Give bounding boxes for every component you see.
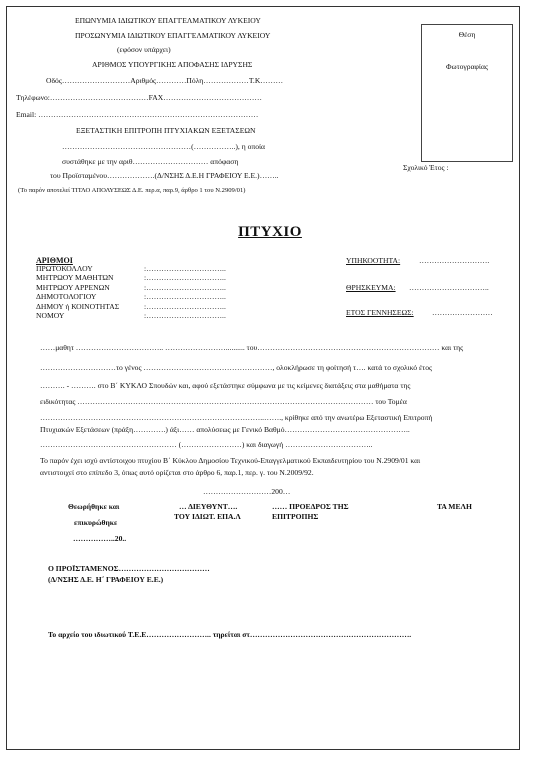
number-row-label: ΠΡΩΤΟΚΟΛΛΟΥ bbox=[36, 264, 93, 273]
number-row-dots: :………………………….. bbox=[144, 264, 226, 273]
legal-note: (Το παρόν αποτελεί ΤΙΤΛΟ ΑΠΟΛΥΣΕΩΣ Δ.Ε. περ.α, παρ.9, άρθρο 1 του Ν.2909/01) bbox=[18, 187, 246, 194]
head-official-line-1: Ο ΠΡΟΪΣΤΑΜΕΝΟΣ……………………………… bbox=[48, 564, 210, 573]
chair-title-1: …… ΠΡΟΕΔΡΟΣ ΤΗΣ bbox=[272, 502, 349, 511]
committee-line-2: ……………………………………………(……………..), η οποία bbox=[62, 142, 266, 151]
body-line-7: ……………………………………………… (……………………) και διαγωγή …………………………….. bbox=[40, 440, 373, 449]
page-title: ΠΤΥΧΙΟ bbox=[238, 224, 302, 240]
body-line-8: Το παρόν έχει ισχύ αντίστοιχου πτυχίου Β΄ Κύκλου Δημοσίου Τεχνικού-Επαγγελματικού Εκπαιδευτηρίου του Ν.2909/01 και bbox=[40, 456, 421, 465]
religion-dots: ………………………….. bbox=[409, 283, 489, 292]
body-line-3: ………. - ………. στο Β΄ ΚΥΚΛΟ Σπουδών και, αφού εξετάστηκε σύμφωνα με τις κείμενες διατάξεις στα μαθήματα της bbox=[40, 381, 411, 390]
body-line-2: …………………………το γένος ……………………………………………, ολοκλήρωσε τη φοίτησή τ…. κατά το σχολικό έτος bbox=[40, 363, 433, 372]
committee-line-4: του Προϊσταμένου……………….(Δ/ΝΣΗΣ Δ.Ε.Η ΓΡΑΦΕΙΟΥ Ε.Ε.)…….. bbox=[50, 171, 279, 180]
number-row-label: ΜΗΤΡΩΟΥ ΜΑΘΗΤΩΝ bbox=[36, 273, 114, 282]
director-title-2: ΤΟΥ ΙΔΙΩΤ. ΕΠΑ.Λ bbox=[174, 512, 241, 521]
photo-placeholder bbox=[421, 24, 513, 162]
number-row-dots: :………………………….. bbox=[144, 292, 226, 301]
school-year-label: Σχολικό Έτος : bbox=[403, 163, 449, 172]
photo-label-2: Φωτογραφίας bbox=[446, 62, 488, 71]
founding-decision-line: ΑΡΙΘΜΟΣ ΥΠΟΥΡΓΙΚΗΣ ΑΠΟΦΑΣΗΣ ΙΔΡΥΣΗΣ bbox=[92, 60, 253, 69]
head-official-line-2: (Δ/ΝΣΗΣ Δ.Ε. Η΄ ΓΡΑΦΕΙΟΥ Ε.Ε.) bbox=[48, 575, 164, 584]
nationality-dots: ………………………. bbox=[419, 256, 490, 265]
religion-label: ΘΡΗΣΚΕΥΜΑ: bbox=[346, 283, 396, 292]
number-row-label: ΔΗΜΟΥ ή ΚΟΙΝΟΤΗΤΑΣ bbox=[36, 302, 120, 311]
email-line: Email: …………………………………………………………………………… bbox=[16, 110, 259, 119]
archive-line: Το αρχείο του ιδιωτικού Τ.Ε.Ε…………………….. τηρείται στ………………………………………………………. bbox=[48, 630, 412, 639]
verified-date: ……………..20.. bbox=[73, 534, 127, 543]
phone-fax-line: Τηλέφωνο:…………………………………FAX………………………………… bbox=[16, 93, 262, 102]
committee-line-3: συστάθηκε με την αριθ………………………… απόφαση bbox=[62, 157, 239, 166]
committee-heading: ΕΞΕΤΑΣΤΙΚΗ ΕΠΙΤΡΟΠΗ ΠΤΥΧΙΑΚΩΝ ΕΞΕΤΑΣΕΩΝ bbox=[76, 126, 256, 135]
number-row-dots: :………………………….. bbox=[144, 302, 226, 311]
birth-year-dots: …………………… bbox=[432, 308, 493, 317]
body-line-1: ……μαθητ …………………………….. …………………….......... του……………………………………………………………… και της bbox=[40, 343, 464, 352]
number-row-label: ΜΗΤΡΩΟΥ ΑΡΡΕΝΩΝ bbox=[36, 283, 110, 292]
verified-label-2: επικυρώθηκε bbox=[74, 518, 118, 527]
school-alias-line: ΠΡΟΣΩΝΥΜΙΑ ΙΔΙΩΤΙΚΟΥ ΕΠΑΓΓΕΛΜΑΤΙΚΟΥ ΛΥΚΕΙΟΥ bbox=[75, 31, 271, 40]
body-line-4: ειδικότητας ……………………………………………………………………………………………………… του Τομέα bbox=[40, 397, 407, 406]
issue-date: ………………………200… bbox=[203, 487, 291, 496]
verified-label-1: Θεωρήθηκε και bbox=[68, 502, 120, 511]
number-row-dots: :………………………….. bbox=[144, 283, 226, 292]
body-line-6: Πτυχιακών Εξετάσεων (πράξη………….) άξι…… απολύσεως με Γενικό Βαθμό………………………………………….. bbox=[40, 425, 410, 434]
birth-year-label: ΕΤΟΣ ΓΕΝΝΗΣΕΩΣ: bbox=[346, 308, 414, 317]
school-name-line: ΕΠΩΝΥΜΙΑ ΙΔΙΩΤΙΚΟΥ ΕΠΑΓΓΕΛΜΑΤΙΚΟΥ ΛΥΚΕΙΟΥ bbox=[75, 16, 261, 25]
members-label: ΤΑ ΜΕΛΗ bbox=[437, 502, 472, 511]
director-title-1: … ΔΙΕΥΘΥΝΤ…. bbox=[179, 502, 238, 511]
body-line-9: αντιστοιχεί στο επίπεδο 3, όπως αυτό ορίζεται στο άρθρο 6, παρ.1, περ. γ. του Ν.2009/92. bbox=[40, 468, 314, 477]
chair-title-2: ΕΠΙΤΡΟΠΗΣ bbox=[272, 512, 319, 521]
number-row-label: ΔΗΜΟΤΟΛΟΓΙΟΥ bbox=[36, 292, 97, 301]
alias-note: (εφόσον υπάρχει) bbox=[117, 45, 171, 54]
number-row-dots: :………………………….. bbox=[144, 311, 226, 320]
number-row-dots: :………………………….. bbox=[144, 273, 226, 282]
photo-label-1: Θέση bbox=[458, 30, 476, 39]
nationality-label: ΥΠΗΚΟΟΤΗΤΑ: bbox=[346, 256, 401, 265]
body-line-5: ……………………………………………………………………………..……., κρίθηκε από την ανωτέρω Εξεταστική Επιτροπή bbox=[40, 413, 433, 422]
address-line: Οδός………………………Αριθμός…………Πόλη………………Τ.Κ……… bbox=[46, 76, 284, 85]
number-row-label: ΝΟΜΟΥ bbox=[36, 311, 65, 320]
numbers-heading: ΑΡΙΘΜΟΙ bbox=[36, 256, 73, 265]
